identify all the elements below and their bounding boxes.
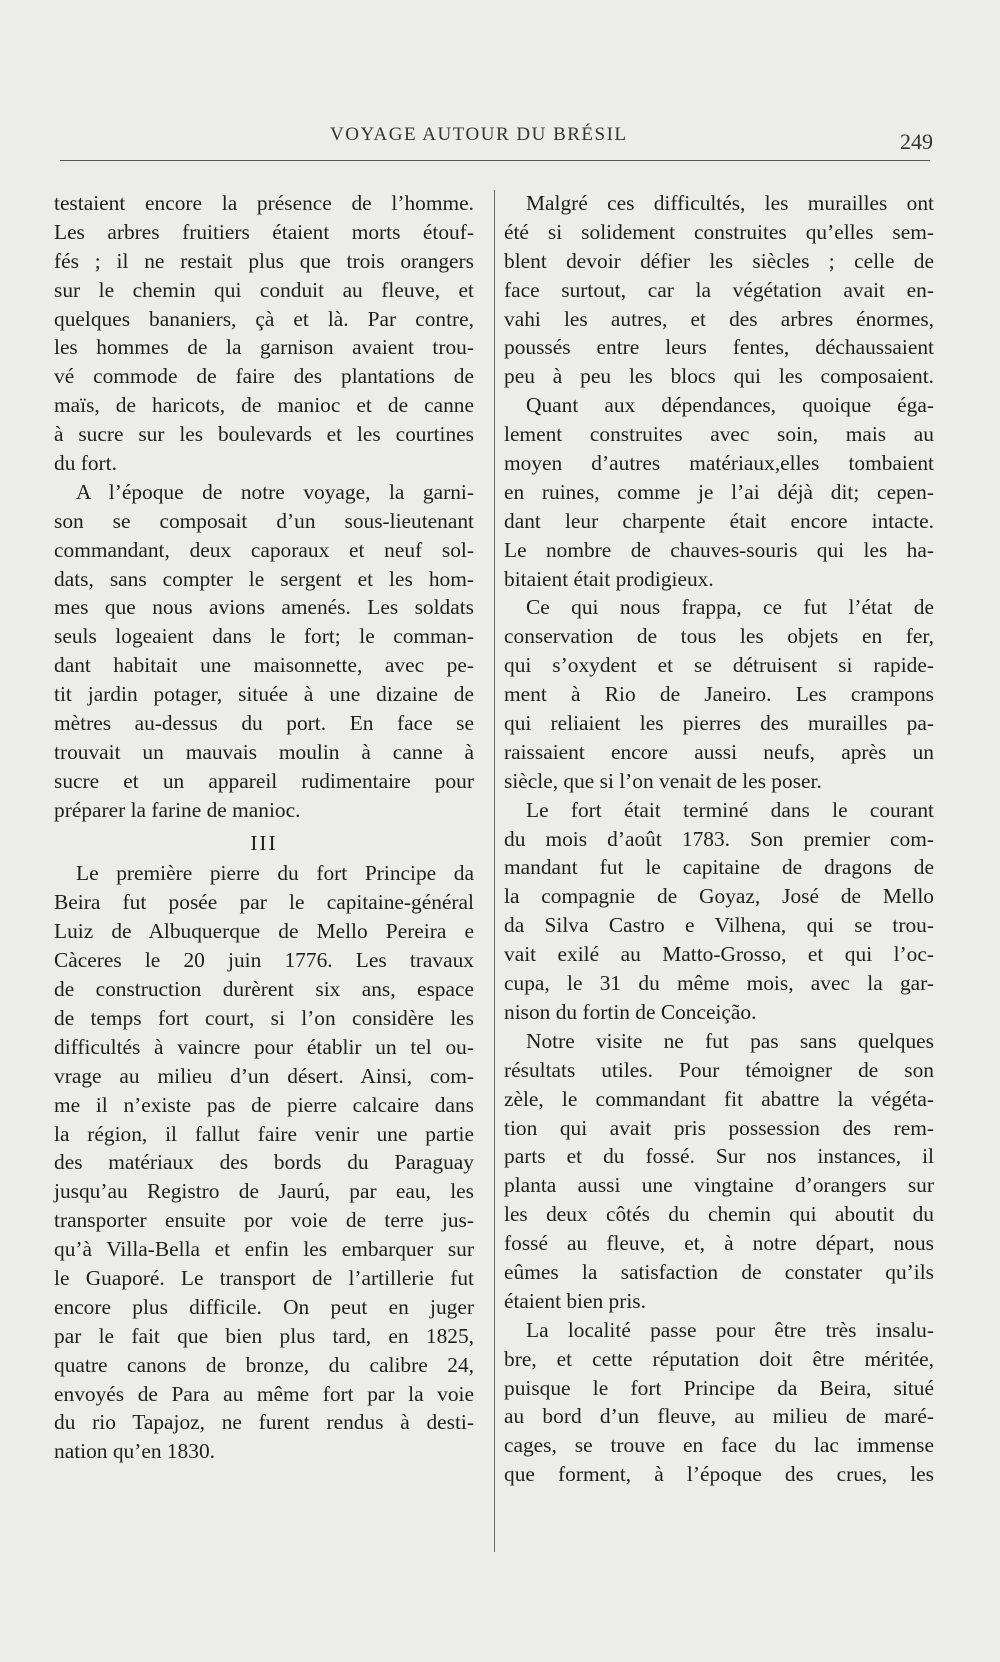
text-line: sucre et un appareil rudimentaire pour <box>54 768 474 793</box>
text-line: peu à peu les blocs qui les composaient. <box>504 364 934 389</box>
text-line: la compagnie de Goyaz, José de Mello <box>504 884 934 909</box>
text-line: par le fait que bien plus tard, en 1825, <box>54 1323 474 1348</box>
running-head: VOYAGE AUTOUR DU BRÉSIL <box>330 124 628 145</box>
text-line: des matériaux des bords du Paraguay <box>54 1150 474 1175</box>
text-line: qui reliaient les pierres des murailles pa- <box>504 711 934 736</box>
text-line: eûmes la satisfaction de constater qu’ils <box>504 1259 934 1284</box>
text-line: zèle, le commandant fit abattre la végéta- <box>504 1086 934 1111</box>
text-line: Quant aux dépendances, quoique éga- <box>526 393 934 418</box>
text-line: quatre canons de bronze, du calibre 24, <box>54 1352 474 1377</box>
text-line: préparer la farine de manioc. <box>54 797 301 822</box>
text-line: difficultés à vaincre pour établir un tel ou- <box>54 1034 474 1059</box>
text-line: mes que nous avions amenés. Les soldats <box>54 595 474 620</box>
text-line: le Guaporé. Le transport de l’artillerie fut <box>54 1265 474 1290</box>
text-line: tit jardin potager, située à une dizaine de <box>54 682 474 707</box>
text-line: vahi les autres, et des arbres énormes, <box>504 306 934 331</box>
text-line: planta aussi une vingtaine d’orangers sur <box>504 1173 934 1198</box>
text-line: La localité passe pour être très insalu- <box>526 1317 934 1342</box>
text-line: jusqu’au Registro de Jaurú, par eau, les <box>54 1179 474 1204</box>
text-line: sur le chemin qui conduit au fleuve, et <box>54 277 474 302</box>
text-line: commandant, deux caporaux et neuf sol- <box>54 537 474 562</box>
text-line: fossé au fleuve, et, à notre départ, nous <box>504 1231 934 1256</box>
text-line: bitaient était prodigieux. <box>504 566 714 591</box>
page-number: 249 <box>900 129 933 154</box>
text-line: Càceres le 20 juin 1776. Les travaux <box>54 948 474 973</box>
text-line: de construction durèrent six ans, espace <box>54 977 474 1002</box>
text-line: tion qui avait pris possession des rem- <box>504 1115 934 1140</box>
text-line: nison du fortin de Conceição. <box>504 999 757 1024</box>
text-line: moyen d’autres matériaux,elles tombaient <box>504 451 934 476</box>
text-line: seuls logeaient dans le fort; le comman- <box>54 624 474 649</box>
text-line: Malgré ces difficultés, les murailles ont <box>526 191 934 215</box>
text-line: face surtout, car la végétation avait en- <box>504 277 934 302</box>
text-line: raissaient encore aussi neufs, après un <box>504 739 934 764</box>
text-line: dant habitait une maisonnette, avec pe- <box>54 653 474 678</box>
text-line: mètres au-dessus du port. En face se <box>54 711 474 736</box>
text-line: son se composait d’un sous-lieutenant <box>54 508 474 533</box>
section-heading: III <box>250 830 278 855</box>
text-line: dant leur charpente était encore intacte. <box>504 508 934 533</box>
text-line: mandant fut le capitaine de dragons de <box>504 855 934 880</box>
text-line: Les arbres fruitiers étaient morts étouf- <box>54 219 474 244</box>
text-line: testaient encore la présence de l’homme. <box>54 191 474 215</box>
text-line: conservation de tous les objets en fer, <box>504 624 934 649</box>
text-line: que forment, à l’époque des crues, les <box>504 1462 934 1487</box>
text-line: étaient bien pris. <box>504 1288 646 1313</box>
text-line: quelques bananiers, çà et là. Par contre, <box>54 306 474 331</box>
text-line: Le fort était terminé dans le courant <box>526 797 934 822</box>
text-line: les hommes de la garnison avaient trou- <box>54 335 474 360</box>
text-line: envoyés de Para au même fort par la voie <box>54 1381 474 1406</box>
text-line: puisque le fort Principe da Beira, situé <box>504 1375 934 1400</box>
text-line: du mois d’août 1783. Son premier com- <box>504 826 934 851</box>
right-text-column <box>504 189 934 1489</box>
text-line: au bord d’un fleuve, au milieu de maré- <box>504 1404 934 1429</box>
text-line: ment à Rio de Janeiro. Les crampons <box>504 682 934 707</box>
text-line: trouvait un mauvais moulin à canne à <box>54 739 474 764</box>
text-line: da Silva Castro e Vilhena, qui se trou- <box>504 913 934 938</box>
text-line: maïs, de haricots, de manioc et de canne <box>54 393 474 418</box>
text-line: qu’à Villa-Bella et enfin les embarquer sur <box>54 1237 474 1262</box>
text-line: Ce qui nous frappa, ce fut l’état de <box>526 595 934 620</box>
text-line: Beira fut posée par le capitaine-général <box>54 890 474 915</box>
text-line: lement construites avec soin, mais au <box>504 422 934 447</box>
text-line: vé commode de faire des plantations de <box>54 364 474 389</box>
text-line: nation qu’en 1830. <box>54 1439 215 1464</box>
text-line: du fort. <box>54 451 117 476</box>
text-line: parts et du fossé. Sur nos instances, il <box>504 1144 934 1169</box>
text-line: encore plus difficile. On peut en juger <box>54 1294 474 1319</box>
text-line: fés ; il ne restait plus que trois orangers <box>54 248 474 273</box>
header-rule <box>60 160 930 161</box>
text-line: qui s’oxydent et se détruisent si rapide- <box>504 653 934 678</box>
text-line: Notre visite ne fut pas sans quelques <box>526 1028 934 1053</box>
text-line: Le première pierre du fort Principe da <box>76 861 474 886</box>
text-line: poussés entre leurs fentes, déchaussaient <box>504 335 934 360</box>
text-line: transporter ensuite por voie de terre jus- <box>54 1208 474 1233</box>
text-line: été si solidement construites qu’elles sem- <box>504 219 934 244</box>
text-line: de temps fort court, si l’on considère les <box>54 1005 474 1030</box>
text-line: me il n’existe pas de pierre calcaire dans <box>54 1092 474 1117</box>
text-line: blent devoir défier les siècles ; celle de <box>504 248 934 273</box>
text-line: du rio Tapajoz, ne furent rendus à desti- <box>54 1410 474 1435</box>
text-line: vrage au milieu d’un désert. Ainsi, com- <box>54 1063 474 1088</box>
text-line: la région, il fallut faire venir une partie <box>54 1121 474 1146</box>
column-divider <box>494 190 495 1552</box>
text-line: bre, et cette réputation doit être méritée, <box>504 1346 934 1371</box>
left-text-column <box>54 189 474 1466</box>
text-line: en ruines, comme je l’ai déjà dit; cepen- <box>504 479 934 504</box>
text-line: à sucre sur les boulevards et les courtines <box>54 422 474 447</box>
text-line: siècle, que si l’on venait de les poser. <box>504 768 822 793</box>
text-line: cupa, le 31 du même mois, avec la gar- <box>504 971 934 996</box>
text-line: dats, sans compter le sergent et les hom- <box>54 566 474 591</box>
text-line: Luiz de Albuquerque de Mello Pereira e <box>54 919 474 944</box>
text-line: résultats utiles. Pour témoigner de son <box>504 1057 934 1082</box>
text-line: vait exilé au Matto-Grosso, et qui l’oc- <box>504 942 934 967</box>
text-line: A l’époque de notre voyage, la garni- <box>76 479 474 504</box>
text-line: cages, se trouve en face du lac immense <box>504 1433 934 1458</box>
text-line: les deux côtés du chemin qui aboutit du <box>504 1202 934 1227</box>
text-line: Le nombre de chauves-souris qui les ha- <box>504 537 934 562</box>
